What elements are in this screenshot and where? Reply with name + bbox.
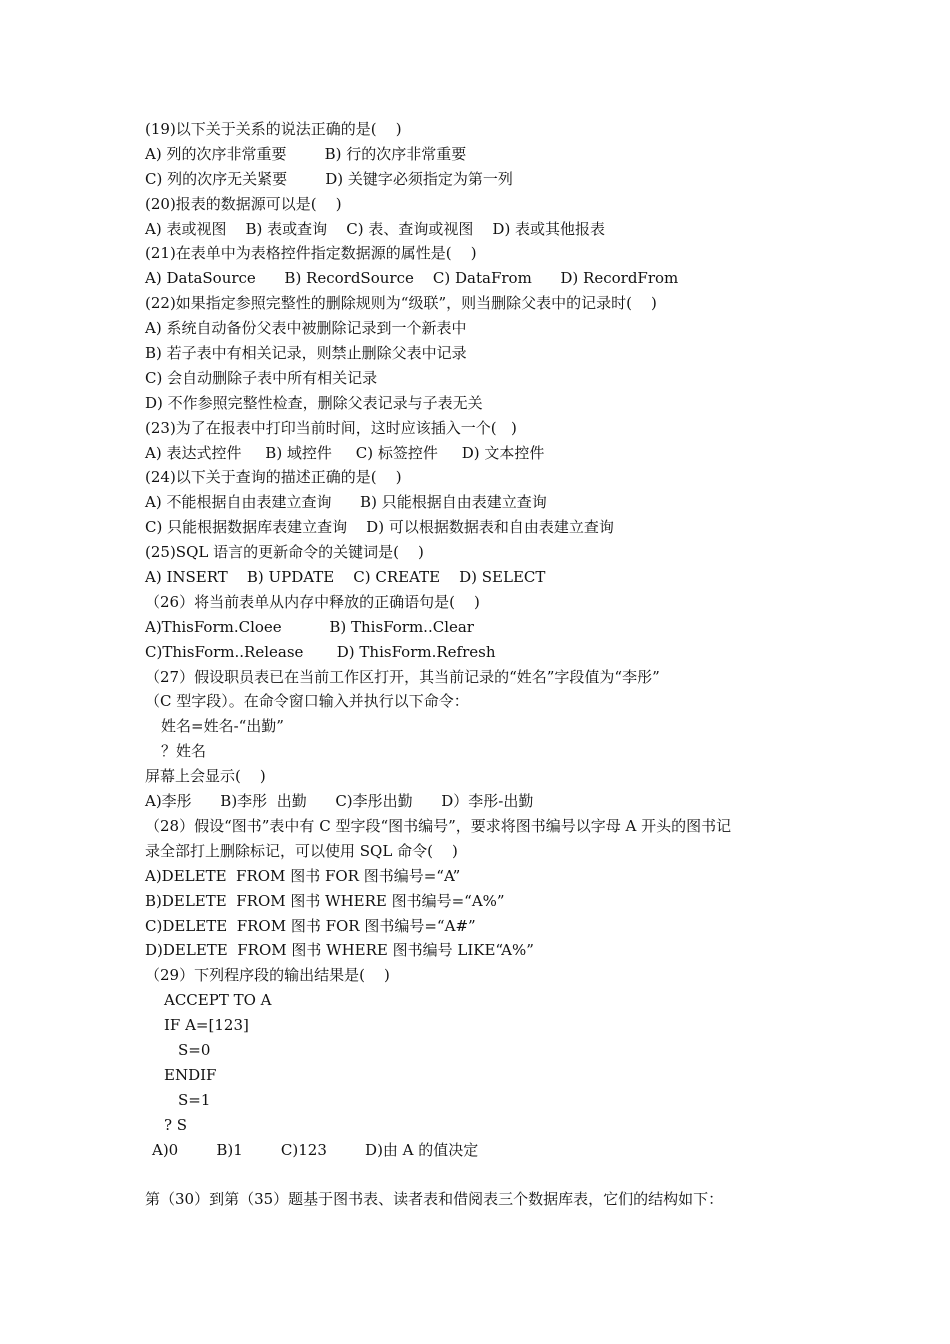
question-29-options: A)0 B)1 C)123 D)由 A 的值决定: [152, 1140, 479, 1159]
question-28-option-a: A)DELETE FROM 图书 FOR 图书编号=“A”: [145, 866, 461, 885]
code-line-print: ? S: [164, 1115, 188, 1134]
question-22: (22)如果指定参照完整性的删除规则为“级联”，则当删除父表中的记录时( ): [145, 294, 657, 313]
question-19-options-cd: C) 列的次序无关紧要 D) 关键字必须指定为第一列: [145, 169, 513, 188]
question-27: （27）假设职员表已在当前工作区打开，其当前记录的“姓名”字段值为“李彤”: [145, 667, 660, 686]
question-20-options: A) 表或视图 B) 表或查询 C) 表、查询或视图 D) 表或其他报表: [145, 219, 606, 238]
question-19-options-ab: A) 列的次序非常重要 B) 行的次序非常重要: [145, 144, 467, 163]
question-28-option-d: D)DELETE FROM 图书 WHERE 图书编号 LIKE“A%”: [145, 941, 534, 960]
paragraph-gap: [145, 1162, 825, 1187]
question-24: (24)以下关于查询的描述正确的是( ): [145, 468, 402, 487]
question-23-options: A) 表达式控件 B) 域控件 C) 标签控件 D) 文本控件: [145, 443, 545, 462]
question-21-options: A) DataSource B) RecordSource C) DataFrom D) RecordFrom: [145, 269, 679, 288]
question-21: (21)在表单中为表格控件指定数据源的属性是( ): [145, 244, 477, 263]
question-27-options: A)李彤 B)李彤 出勤 C)李彤出勤 D）李彤-出勤: [145, 792, 534, 811]
question-22-option-b: B) 若子表中有相关记录，则禁止删除父表中记录: [145, 344, 467, 363]
question-20: (20)报表的数据源可以是( ): [145, 194, 342, 213]
question-28-continued: 录全部打上删除标记，可以使用 SQL 命令( ): [145, 841, 458, 860]
code-line-accept: ACCEPT TO A: [164, 991, 272, 1010]
question-22-option-c: C) 会自动删除子表中所有相关记录: [145, 368, 378, 387]
question-25-options: A) INSERT B) UPDATE C) CREATE D) SELECT: [145, 568, 546, 587]
question-23: (23)为了在报表中打印当前时间，这时应该插入一个( ): [145, 418, 517, 437]
question-28-option-c: C)DELETE FROM 图书 FOR 图书编号=“A#”: [145, 916, 476, 935]
question-22-option-a: A) 系统自动备份父表中被删除记录到一个新表中: [145, 319, 467, 338]
question-28: （28）假设“图书”表中有 C 型字段“图书编号”，要求将图书编号以字母 A 开头的图书记: [145, 816, 732, 835]
question-24-options-cd: C) 只能根据数据库表建立查询 D) 可以根据数据表和自由表建立查询: [145, 518, 614, 537]
section-intro-30-35: 第（30）到第（35）题基于图书表、读者表和借阅表三个数据库表，它们的结构如下：: [145, 1190, 724, 1209]
code-line-s1: S=1: [178, 1090, 211, 1109]
code-line-if: IF A=[123]: [164, 1016, 249, 1035]
document-body: [145, 117, 825, 1212]
question-28-option-b: B)DELETE FROM 图书 WHERE 图书编号=“A%”: [145, 891, 505, 910]
question-24-options-ab: A) 不能根据自由表建立查询 B) 只能根据自由表建立查询: [145, 493, 547, 512]
question-27-command-2: ？姓名: [161, 742, 207, 761]
code-line-s0: S=0: [178, 1040, 211, 1059]
question-22-option-d: D) 不作参照完整性检查，删除父表记录与子表无关: [145, 393, 483, 412]
question-29: （29）下列程序段的输出结果是( ): [145, 966, 390, 985]
question-27-continued: （C 型字段）。在命令窗口输入并执行以下命令：: [145, 692, 469, 711]
question-26: （26）将当前表单从内存中释放的正确语句是( ): [145, 592, 480, 611]
question-27-command-1: 姓名=姓名-“出勤”: [161, 717, 284, 736]
question-25: (25)SQL 语言的更新命令的关键词是( ): [145, 543, 424, 562]
question-26-options-cd: C)ThisForm..Release D) ThisForm.Refresh: [145, 642, 496, 661]
question-27-prompt: 屏幕上会显示( ): [145, 767, 266, 786]
question-26-options-ab: A)ThisForm.Cloee B) ThisForm..Clear: [145, 617, 474, 636]
code-line-endif: ENDIF: [164, 1065, 217, 1084]
question-19: (19)以下关于关系的说法正确的是( ): [145, 120, 402, 138]
